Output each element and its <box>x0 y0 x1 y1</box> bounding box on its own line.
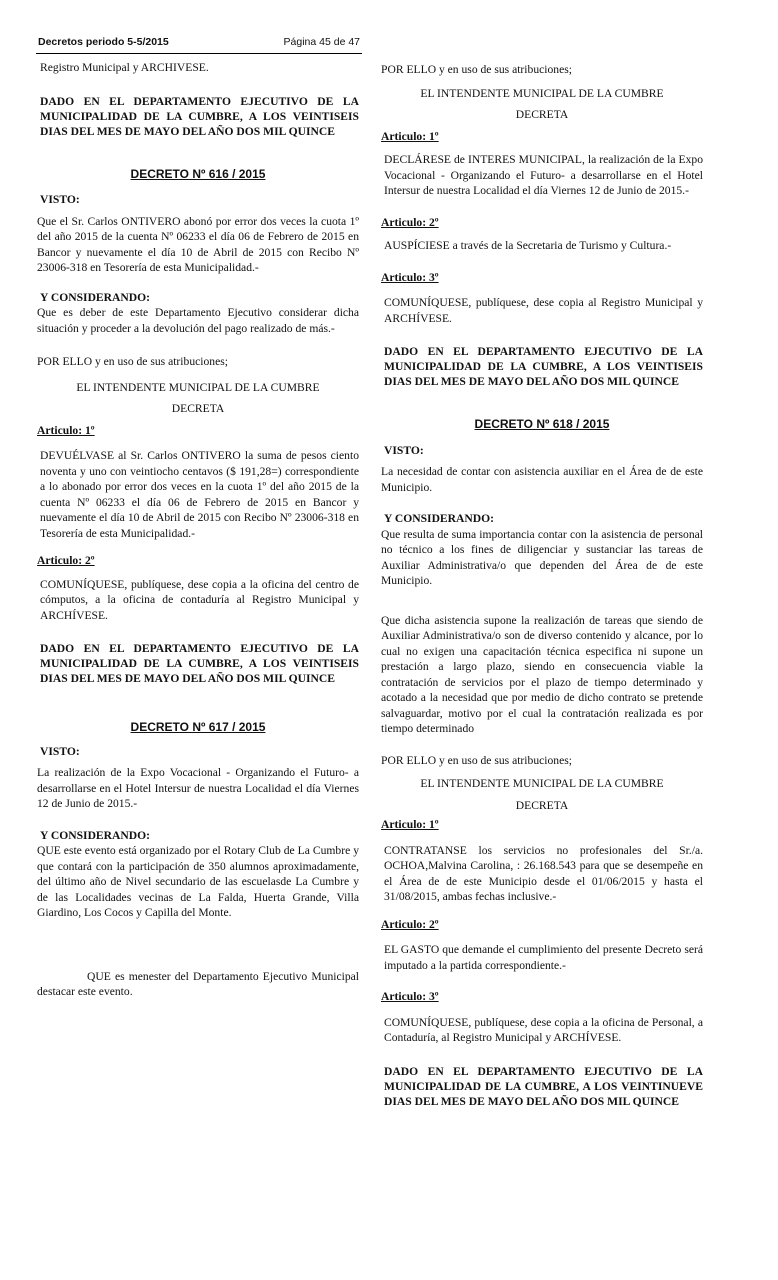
por-ello-text: POR ELLO y en uso de sus atribuciones; <box>37 355 228 368</box>
right-column <box>381 62 703 1109</box>
decree-617-title: DECRETO Nº 617 / 2015 <box>130 720 266 734</box>
considerando-label: Y CONSIDERANDO: <box>40 290 151 304</box>
decree-616-title: DECRETO Nº 616 / 2015 <box>130 166 266 181</box>
por-ello-text: POR ELLO y en uso de sus atribuciones; <box>381 753 572 767</box>
articulo-2-label: Articulo: 2º <box>381 917 439 931</box>
page-number: Página 45 de 47 <box>283 36 360 48</box>
dado-block: DADO EN EL DEPARTAMENTO EJECUTIVO DE LA MUNICIPALIDAD DE LA CUMBRE, A LOS VEINTISEIS DIAS DEL MES DE MAYO DEL AÑO DOS MIL QUINCE <box>40 642 359 685</box>
visto-text: La realización de la Expo Vocacional - Organizando el Futuro- a desarrollarse en el Hotel Intersur de nuestra Localidad el día Viernes 12 de Junio de 2015.- <box>37 766 359 810</box>
decreta-heading: DECRETA <box>515 108 569 121</box>
page-header <box>38 36 360 52</box>
header-title: Decretos periodo 5-5/2015 <box>38 36 169 48</box>
articulo-3-label: Articulo: 3º <box>381 270 439 284</box>
considerando-text: QUE este evento está organizado por el Rotary Club de La Cumbre y que contará con la participación de 350 alumnos aproximadamente, del último año de Nivel secundario de las escuelasde La Cumbre y de las Localidades vecinas de La Falda, Huerta Grande, Villa Giardino, Los Cocos y Capilla del Monte. <box>37 844 359 919</box>
considerando-text: Que resulta de suma importancia contar con la asistencia de personal no técnico a los fines de diligenciar y sustanciar las tareas de Auxiliar Administrativa/o que dependen del Área de de este Municipio. <box>381 527 703 587</box>
header-divider <box>36 53 362 54</box>
articulo-1-label: Articulo: 1º <box>37 423 95 437</box>
articulo-2-text: EL GASTO que demande el cumplimiento del presente Decreto será imputado a la partida correspondiente.- <box>384 943 703 972</box>
intendente-heading: EL INTENDENTE MUNICIPAL DE LA CUMBRE <box>420 86 664 100</box>
decreta-heading: DECRETA <box>515 798 569 812</box>
considerando-label: Y CONSIDERANDO: <box>40 828 151 842</box>
considerando-text: Que es deber de este Departamento Ejecutivo considerar dicha situación y proceder a la devolución del pago realizado de más.- <box>37 306 359 335</box>
visto-label: VISTO: <box>40 193 80 206</box>
articulo-1-label: Articulo: 1º <box>381 818 439 831</box>
articulo-2-text: AUSPÍCIESE a través de la Secretaria de Turismo y Cultura.- <box>384 239 672 252</box>
articulo-3-text: COMUNÍQUESE, publíquese, dese copia a la oficina de Personal, a Contaduría, al Registro Municipal y ARCHÍVESE. <box>384 1015 703 1044</box>
articulo-2-label: Articulo: 2º <box>381 215 439 229</box>
articulo-1-label: Articulo: 1º <box>381 129 439 143</box>
por-ello-text: POR ELLO y en uso de sus atribuciones; <box>381 63 572 76</box>
articulo-1-text: CONTRATANSE los servicios no profesionales del Sr./a. OCHOA,Malvina Carolina, : 26.168.543 para que se desempeñe en el Área de de este Municipio desde el 01/06/2015 y hasta el 31/08/2015, ambas fechas inclusive.- <box>384 843 703 903</box>
articulo-1-text: DEVUÉLVASE al Sr. Carlos ONTIVERO la suma de pesos ciento noventa y uno con veintiocho centavos ($ 191,28=) correspondiente a lo abonado por error dos veces en la cuota 1º del año 2015 de la cuenta Nº 06233 el día 06 de Febrero de 2015 en Bancor y nuevamente el día 10 de Abril de 2015 con Recibo Nº 23006-318 en Tesorería de esta Municipalidad.- <box>40 449 359 540</box>
decreta-heading: DECRETA <box>171 402 225 415</box>
considerando-text-2: QUE es menester del Departamento Ejecutivo Municipal destacar este evento. <box>37 969 359 998</box>
decree-618-title: DECRETO Nº 618 / 2015 <box>474 417 610 431</box>
articulo-3-label: Articulo: 3º <box>381 990 439 1003</box>
articulo-3-text: COMUNÍQUESE, publíquese, dese copia al Registro Municipal y ARCHÍVESE. <box>384 296 703 325</box>
dado-block: DADO EN EL DEPARTAMENTO EJECUTIVO DE LA MUNICIPALIDAD DE LA CUMBRE, A LOS VEINTINUEVE DIAS DEL MES DE MAYO DEL AÑO DOS MIL QUINCE <box>384 1064 703 1108</box>
considerando-text-2: Que dicha asistencia supone la realización de tareas que siendo de Auxiliar Administrativa/o son de diverso contenido y alcance, por lo cual no exigen una capacitación técnica especifica ni supone un prestación a largo plazo, siendo en consecuencia viable la contratación de servicios por el plazo de tiempo determinado y acotado a la necesidad que por medio de dicho contrato se pretende salvaguardar, motivo por el cual la contratación realizada es por tiempo determinado <box>381 613 703 735</box>
dado-block: DADO EN EL DEPARTAMENTO EJECUTIVO DE LA MUNICIPALIDAD DE LA CUMBRE, A LOS VEINTISEIS DIAS DEL MES DE MAYO DEL AÑO DOS MIL QUINCE <box>40 94 359 138</box>
left-column <box>37 60 359 1000</box>
articulo-2-label: Articulo: 2º <box>37 554 95 567</box>
dado-block: DADO EN EL DEPARTAMENTO EJECUTIVO DE LA MUNICIPALIDAD DE LA CUMBRE, A LOS VEINTISEIS DIAS DEL MES DE MAYO DEL AÑO DOS MIL QUINCE <box>384 345 703 388</box>
considerando-label: Y CONSIDERANDO: <box>384 512 495 525</box>
intendente-heading: EL INTENDENTE MUNICIPAL DE LA CUMBRE <box>76 380 320 394</box>
closing-line: Registro Municipal y ARCHIVESE. <box>40 61 209 74</box>
visto-label: VISTO: <box>40 744 80 758</box>
visto-label: VISTO: <box>384 443 424 457</box>
articulo-2-text: COMUNÍQUESE, publíquese, dese copia a la oficina del centro de cómputos, a la oficina de contaduría al Registro Municipal y ARCHÍVESE. <box>40 577 359 622</box>
intendente-heading: EL INTENDENTE MUNICIPAL DE LA CUMBRE <box>420 777 664 790</box>
visto-text: La necesidad de contar con asistencia auxiliar en el Área de de este Municipio. <box>381 465 703 494</box>
visto-text: Que el Sr. Carlos ONTIVERO abonó por error dos veces la cuota 1º del año 2015 de la cuenta Nº 06233 el día 06 de Febrero de 2015 en Bancor y nuevamente el día 10 de Abril de 2015 con Recibo Nº 23006-318 en Tesorería de esta Municipalidad.- <box>37 214 359 274</box>
articulo-1-text: DECLÁRESE de INTERES MUNICIPAL, la realización de la Expo Vocacional - Organizando el Futuro- a desarrollarse en el Hotel Intersur de nuestra Localidad el día Viernes 12 de Junio de 2015.- <box>384 153 703 197</box>
